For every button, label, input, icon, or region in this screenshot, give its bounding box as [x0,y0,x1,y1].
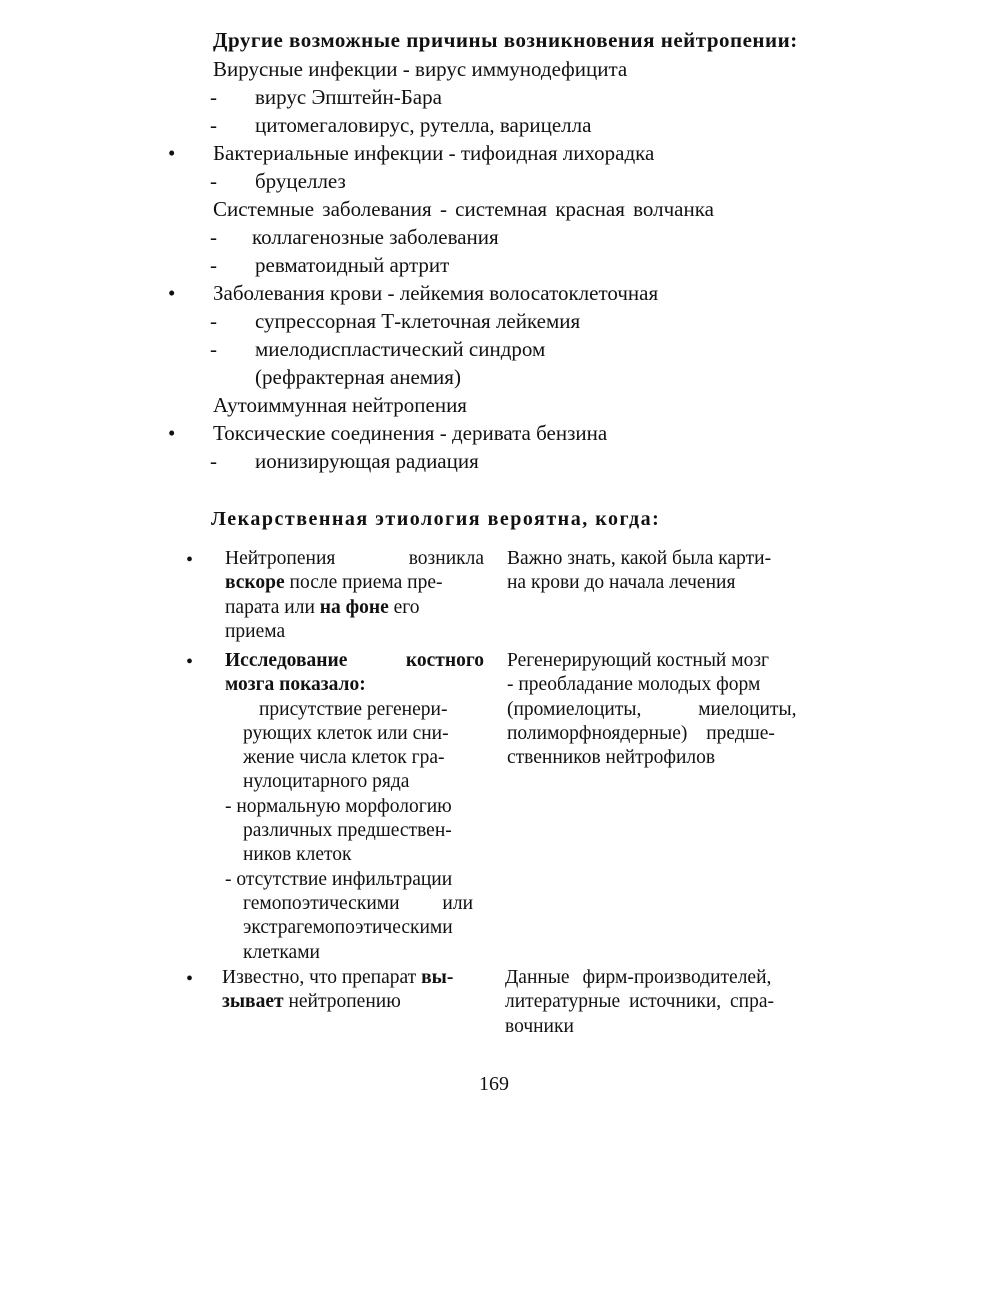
row-1-explanation [507,547,807,596]
list-item-text: ионизирующая радиация [255,449,479,473]
dash-marker: - [210,449,217,473]
bold-text: зывает [222,991,284,1013]
dash-marker: - [210,169,217,193]
dash-marker: - [210,225,217,249]
section-heading-other-causes: Другие возможные причины возникновения нейтропении: [213,28,798,52]
row-2-explanation [507,649,807,770]
dash-marker: - [210,309,217,333]
text-fragment: приема [225,620,286,642]
row-2-condition [225,649,484,965]
text-fragment: парата или [225,596,320,618]
row-bullet: • [186,549,194,571]
page-number: 169 [479,1073,509,1095]
text-line: - нормальную морфологию [225,795,452,817]
list-item-text: Бактериальные инфекции - тифоидная лихорадка [213,141,655,165]
dash-marker: - [210,253,217,277]
list-item-text: вирус Эпштейн-Бара [255,85,442,109]
text-line [225,698,484,722]
text-fragment: Нейтропения [225,548,336,569]
text-fragment: нейтропению [283,991,401,1013]
text-line: экстрагемопоэтическими [243,917,453,939]
bullet-marker: • [168,141,176,165]
bold-text: вы- [421,967,454,988]
text-line: гемопоэтическими или [243,892,474,914]
text-line: жение числа клеток гра- [243,747,445,769]
text-fragment: возникла [408,548,484,569]
list-item-text: супрессорная Т-клеточная лейкемия [255,309,581,333]
text-line: Регенерирующий костный мозг [507,650,770,671]
dash-marker: - [210,85,217,109]
dash-marker: - [210,337,217,361]
bullet-marker: • [168,281,176,305]
list-item-text: бруцеллез [255,169,346,193]
list-item-text: коллагенозные заболевания [252,225,499,249]
text-line: нулоцитарного ряда [243,771,410,793]
row-bullet: • [186,968,194,990]
row-bullet: • [186,651,194,673]
list-item-text: Вирусные инфекции - вирус иммунодефицита [213,57,628,81]
bold-text: вскоре [225,572,285,594]
text-line: ников клеток [243,844,352,866]
dash-marker: - [210,113,217,137]
text-fragment: после приема пре- [284,572,443,594]
text-line: клетками [243,941,320,963]
list-item-text: Системные заболевания - системная красная волчанка [213,197,714,221]
row-3-explanation [505,966,807,1039]
text-line: Важно знать, какой была карти- [507,548,772,569]
list-item-text: ревматоидный артрит [255,253,450,277]
text-fragment: присутствие регенери- [259,698,448,720]
row-3-condition [222,966,484,1015]
list-item-text: Аутоиммунная нейтропения [213,393,467,417]
text-line: различных предшествен- [243,820,452,842]
bullet-marker: • [168,421,176,445]
text-fragment: его [388,596,420,618]
row-1-condition [225,547,484,644]
text-line: Данные фирм-производителей, [505,967,772,988]
text-line: рующих клеток или сни- [243,722,449,744]
text-line: - отсутствие инфильтрации [225,868,453,890]
list-item-text: Заболевания крови - лейкемия волосатоклеточная [213,281,659,305]
text-line: литературные источники, спра- [505,991,775,1013]
bold-text: на фоне [319,596,389,618]
text-line: (промиелоциты, миелоциты, [507,698,797,720]
bold-text: костного [405,650,484,671]
bold-text: мозга показало: [225,674,366,696]
list-item-text: миелодиспластический синдром [255,337,546,361]
section-heading-drug-etiology: Лекарственная этиология вероятна, когда: [211,508,661,530]
text-line: ственников нейтрофилов [507,747,716,769]
bold-text: Исследование [225,650,348,671]
list-item-text: (рефрактерная анемия) [255,365,461,389]
list-item-text: Токсические соединения - деривата бензина [213,421,608,445]
list-item-text: цитомегаловирус, рутелла, варицелла [255,113,592,137]
text-line: - преобладание молодых форм [507,674,761,696]
text-line: на крови до начала лечения [507,572,736,594]
text-fragment: Известно, что препарат [222,967,422,988]
text-line: полиморфноядерные) предше- [507,722,775,744]
text-line: вочники [505,1015,574,1037]
